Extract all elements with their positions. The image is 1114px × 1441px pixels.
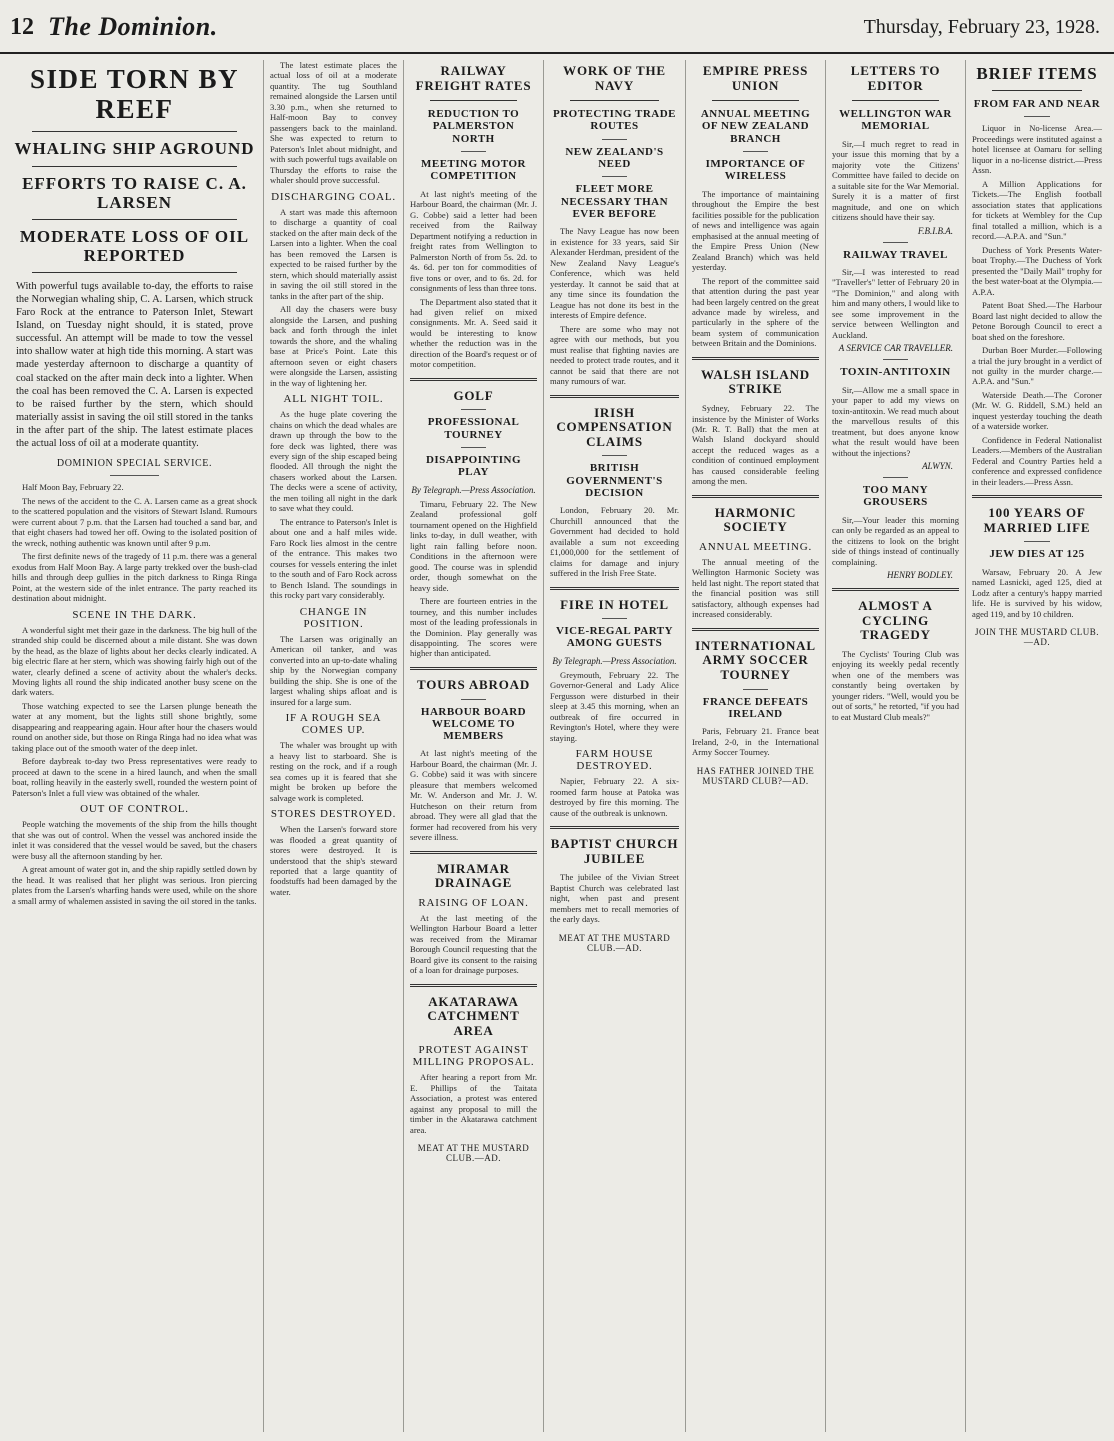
headline-tours-abroad: TOURS ABROAD xyxy=(416,676,531,692)
letter-paragraph: Sir,—Allow me a small space in your paper to add my views on toxin-antitoxin. We read much about the marvellous results of this treatment, but does anyone know what the result would have been without the injections? xyxy=(832,384,959,458)
divider xyxy=(852,100,939,101)
headline-empire-press: EMPIRE PRESS UNION xyxy=(702,63,809,93)
subheadline-harbour-welcome: HARBOUR BOARD WELCOME TO MEMBERS xyxy=(420,705,527,743)
letter-signature: F.B.I.B.A. xyxy=(917,225,953,236)
article-paragraph: The Department also stated that it had given relief on mixed consignments. Mr. A. Seed said it would be interesting to know whether the reduction was in the direction of the Board's request or of motor competition. xyxy=(410,296,537,370)
article-paragraph: The entrance to Paterson's Inlet is about one and a half miles wide. Faro Rock lies almost in the centre of the entrance. This makes two courses for vessels entering the inlet to the south and of Faro Rock across to Bench Island. The soundings in this rocky part vary considerably. xyxy=(270,516,397,601)
headline-baptist-jubilee: BAPTIST CHURCH JUBILEE xyxy=(550,836,679,866)
divider xyxy=(692,357,819,360)
article-paragraph: The annual meeting of the Wellington Harmonic Society was held last night. The report stated that the financial position was still satisfactory, although expenses had increased considerably. xyxy=(692,556,819,620)
advertisement-line: HAS FATHER JOINED THE MUSTARD CLUB?—AD. xyxy=(696,765,815,786)
article-paragraph: At last night's meeting of the Harbour Board, the chairman (Mr. J. G. Cobbe) said a letter had been received from the Railway Department notifying a reduction in freight rates from Wellington to Palmerston North of from 5s. 2d. to 4s. 6d. per ton for commodities of five tons or over, and to 6s. 2d. for consignments of less than three tons. xyxy=(410,188,537,294)
divider xyxy=(550,826,679,829)
article-paragraph: At the last meeting of the Wellington Harbour Board a letter was received from the Miramar Borough Council requesting that the Board give its consent to the raising of a loan for drainage purposes. xyxy=(410,912,537,976)
article-paragraph: Before daybreak to-day two Press representatives were ready to proceed at dawn to the scene in a hired launch, and when the small boat, rolling heavily in the easterly swell, rounded the western point of Paterson's Inlet a full view was obtained of the whaler. xyxy=(12,756,257,798)
byline: By Telegraph.—Press Association. xyxy=(552,655,677,666)
divider xyxy=(410,667,537,670)
subheadline-motor-competition: MEETING MOTOR COMPETITION xyxy=(420,158,526,183)
section-subhead: RAISING OF LOAN. xyxy=(418,896,529,909)
section-subhead: CHANGE IN POSITION. xyxy=(299,605,368,630)
newspaper-title: The Dominion. xyxy=(48,12,218,41)
article-paragraph: Greymouth, February 22. The Governor-General and Lady Alice Fergusson were disturbed in their sleep at 3.45 this morning, when an outbreak of fire occurred in Revington's Hotel, where they were staying. xyxy=(550,669,679,743)
article-paragraph: The latest estimate places the actual loss of oil at a moderate quantity. The tug Southland remained alongside the Larsen until 3.30 p.m., when she returned to Half-moon Bay to convey passengers back to the mainland. She was expected to return to Paterson's Inlet about midnight, and with such powerful tugs available on Thursday the efforts to raise the whaler should prove successful. xyxy=(270,60,397,186)
article-paragraph: The first definite news of the tragedy of 11 p.m. there was a general exodus from Half Moon Bay. A large party trekked over the bush-clad hills and through deep gullies in the pitch darkness to Ringa Ringa Point, at the western side of the inlet entrance. The party reached its destination about midnight. xyxy=(12,551,257,604)
byline: By Telegraph.—Press Association. xyxy=(411,484,536,495)
subheadline-professional-tourney: PROFESSIONAL TOURNEY xyxy=(427,416,520,441)
divider xyxy=(430,100,517,101)
brief-item: Confidence in Federal Nationalist Leaders.—Members of the Australian Federal and Country Parties held a conference and expressed confidence in their leaders.—Press Assn. xyxy=(972,434,1102,487)
column-lead-story xyxy=(6,60,264,1432)
divider xyxy=(32,219,237,220)
article-paragraph: Sydney, February 22. The insistence by the Minister of Works (Mr. R. T. Ball) that the men at Walsh Island dockyard should accept the reduced wages as a condition of continued employment has caused considerable feeling among the men. xyxy=(692,403,819,487)
subheadline-wireless: IMPORTANCE OF WIRELESS xyxy=(705,158,806,183)
divider xyxy=(972,495,1102,498)
subheadline-france-ireland: FRANCE DEFEATS IRELAND xyxy=(702,695,809,720)
article-paragraph: The Larsen was originally an American oil tanker, and was converted into an up-to-date whaling ship by the Norwegian company building the ship. She is one of the largest whaling ships afloat and is insured for a large sum. xyxy=(270,633,397,707)
subheadline-too-many-grousers: TOO MANY GROUSERS xyxy=(862,484,929,509)
service-credit: DOMINION SPECIAL SERVICE. xyxy=(56,458,213,470)
advertisement-line: MEAT AT THE MUSTARD CLUB.—AD. xyxy=(558,932,671,953)
divider xyxy=(1024,541,1050,542)
brief-item: Durban Boer Murder.—Following a trial the jury brought in a verdict of not guilty in the murder charge.—A.P.A. and "Sun." xyxy=(972,345,1102,387)
divider xyxy=(992,90,1082,91)
divider xyxy=(410,378,537,381)
article-paragraph: The Navy League has now been in existence for 33 years, said Sir Alexander Herdman, president of the New Zealand Navy League's Conference, which was held yesterday. It cannot be said that at any time since its foundation the League has not done its best in the interests of Empire defence. xyxy=(550,226,679,321)
divider xyxy=(602,618,628,619)
subheadline-disappointing-play: DISAPPOINTING PLAY xyxy=(425,454,522,479)
headline-irish-claims: IRISH COMPENSATION CLAIMS xyxy=(556,404,673,449)
article-paragraph: The Cyclists' Touring Club was enjoying its weekly pedal recently when one of the members was constantly being overtaken by younger riders. "Well, would you be out of sorts," he retorted, "if you had to eat Mustard Club meals?" xyxy=(832,648,959,722)
headline-walsh-island: WALSH ISLAND STRIKE xyxy=(701,366,810,397)
subheadline-jew-dies: JEW DIES AT 125 xyxy=(989,548,1085,561)
divider xyxy=(32,166,237,167)
subheadline-whaling-ship: WHALING SHIP AGROUND xyxy=(14,139,255,159)
article-paragraph: The news of the accident to the C. A. Larsen came as a great shock to the scattered population and the visitors of Stewart Island. Rumours were current about 7 p.m. that the Larsen had touched a sand bar, and that eight chasers had towed her off. Owing to the isolated position of the wreck, nothing authentic was known until after 9 p.m. xyxy=(12,495,257,548)
divider xyxy=(1024,116,1050,117)
brief-item: A Million Applications for Tickets.—The English football association states that applications for tickets at Wembley for the Cup final totalled a million, which is a record.—A.P.A. and "Sun." xyxy=(972,178,1102,242)
brief-item: Duchess of York Presents Water-boat Trophy.—The Duchess of York presented the "Daily Mail" trophy for the best water-boat at the Olympia.—A.P.A. xyxy=(972,244,1102,297)
section-subhead: OUT OF CONTROL. xyxy=(80,803,189,816)
divider xyxy=(743,689,768,690)
subheadline-annual-meeting: ANNUAL MEETING OF NEW ZEALAND BRANCH xyxy=(700,108,811,145)
article-paragraph: There are some who may not agree with our methods, but you must realise that fighting navies are needed to protect trade routes, and it cannot be said that there are not many rumours of war. xyxy=(550,323,679,387)
headline-cycling-tragedy: ALMOST A CYCLING TRAGEDY xyxy=(858,598,933,643)
headline-letters-to-editor: LETTERS TO EDITOR xyxy=(850,63,941,93)
publication-date: Thursday, February 23, 1928. xyxy=(863,16,1100,38)
subheadline-vice-regal: VICE-REGAL PARTY AMONG GUESTS xyxy=(555,625,674,650)
section-subhead: IF A ROUGH SEA COMES UP. xyxy=(285,712,382,737)
page-number: 12 xyxy=(10,14,34,40)
section-subhead: FARM HOUSE DESTROYED. xyxy=(575,748,654,773)
brief-item: Patent Boat Shed.—The Harbour Board last night decided to allow the Petone Borough Council to erect a boat shed on the foreshore. xyxy=(972,300,1102,342)
letter-paragraph: Sir,—I was interested to read "Traveller's" letter of February 20 in "The Dominion," and along with him and many others, I would like to see some improvement in the service between Wellington and Auckland. xyxy=(832,266,959,340)
advertisement-line: MEAT AT THE MUSTARD CLUB.—AD. xyxy=(417,1143,530,1164)
subheadline-moderate-loss: MODERATE LOSS OF OIL REPORTED xyxy=(19,226,250,265)
subheadline-nz-need: NEW ZEALAND'S NEED xyxy=(565,145,664,171)
divider xyxy=(712,100,799,101)
divider xyxy=(550,395,679,398)
subheadline-british-decision: BRITISH GOVERNMENT'S DECISION xyxy=(566,462,663,499)
divider xyxy=(461,699,486,700)
brief-item: Waterside Death.—The Coroner (Mr. W. G. Riddell, S.M.) held an inquest yesterday touching the death of a waterside worker. xyxy=(972,389,1102,432)
headline-fire-in-hotel: FIRE IN HOTEL xyxy=(560,596,669,612)
letter-signature: HENRY BODLEY. xyxy=(886,570,953,581)
column-navy xyxy=(544,60,686,1432)
article-paragraph: After hearing a report from Mr. E. Phillips of the Taitata Association, a protest was entered against any proposal to mill the timber in the Akatarawa catchment area. xyxy=(410,1072,537,1135)
headline-golf: GOLF xyxy=(453,387,494,403)
article-paragraph: Paris, February 21. France beat Ireland, 2-0, in the International Army Soccer Tourney. xyxy=(692,726,819,758)
divider xyxy=(110,475,159,476)
subheadline-toxin-antitoxin: TOXIN-ANTITOXIN xyxy=(840,366,951,379)
section-subhead: SCENE IN THE DARK. xyxy=(72,608,197,621)
divider xyxy=(602,176,628,177)
advertisement-line: JOIN THE MUSTARD CLUB.—AD. xyxy=(974,627,1100,648)
article-paragraph: London, February 20. Mr. Churchill announced that the Government had decided to hold available a sum not exceeding £1,000,000 for the settlement of claims for damage and injury suffered in the Irish Free State. xyxy=(550,505,679,579)
headline-harmonic-society: HARMONIC SOCIETY xyxy=(714,504,797,535)
divider xyxy=(570,100,659,101)
column-railway-golf xyxy=(404,60,544,1432)
column-brief-items xyxy=(966,60,1108,1432)
article-paragraph: There are fourteen entries in the tourney, and this number includes most of the leading professionals in the Dominion. Play generally was disappointing. The scores were higher than anticipated. xyxy=(410,596,537,659)
article-paragraph: When the Larsen's forward store was flooded a great quantity of stores were destroyed. It is understood that the ship's steward reported that a large quantity of foodstuffs had been damaged by the water. xyxy=(270,824,397,897)
headline-miramar-drainage: MIRAMAR DRAINAGE xyxy=(434,860,513,891)
subheadline-far-and-near: FROM FAR AND NEAR xyxy=(973,98,1101,111)
section-subhead: STORES DESTROYED. xyxy=(270,808,397,821)
divider xyxy=(461,447,486,448)
article-paragraph: People watching the movements of the ship from the hills thought that she was out of control. When the vessel was anchored inside the inlet it was considered that the vessel would be saved, but the chasers were busy all the afternoon standing by her. xyxy=(12,819,257,861)
divider xyxy=(883,477,908,478)
section-subhead: DISCHARGING COAL. xyxy=(271,190,396,203)
divider xyxy=(32,272,237,273)
divider xyxy=(602,139,628,140)
article-paragraph: The jubilee of the Vivian Street Baptist Church was celebrated last night, when past and present members met to recall memories of the early days. xyxy=(550,872,679,925)
section-subhead: PROTEST AGAINST MILLING PROPOSAL. xyxy=(412,1044,535,1069)
column-empire-press xyxy=(686,60,826,1432)
dateline: Half Moon Bay, February 22. xyxy=(22,482,124,493)
article-paragraph: The whaler was brought up with a heavy list to starboard. She is resting on the rock, and if a rough sea comes up it is feared that she might be broken up before the salvage work is completed. xyxy=(270,740,397,803)
column-letters xyxy=(826,60,966,1432)
divider xyxy=(743,151,768,152)
letter-signature: A SERVICE CAR TRAVELLER. xyxy=(838,343,953,354)
article-paragraph: A wonderful sight met their gaze in the darkness. The big hull of the stranded ship could be discerned about a mile distant. She was down by the head, as the blaze of lights about her decks clearly indicated. A big electric flare at her stern, which was showing fairly high out of the water, clearly defined a scene of activity about the whaler's decks. Moving lights all round the ship indicated another busy scene on the dark waters. xyxy=(12,624,257,698)
headline-side-torn: SIDE TORN BY REEF xyxy=(29,64,240,125)
article-paragraph: Warsaw, February 20. A Jew named Lasnicki, aged 125, died at Lodz after a century's happy married life. He is survived by his widow, aged 119, and by 10 children. xyxy=(972,566,1102,619)
masthead xyxy=(0,0,1114,54)
subheadline-railway-travel: RAILWAY TRAVEL xyxy=(843,248,948,261)
divider xyxy=(32,131,237,132)
subheadline-war-memorial: WELLINGTON WAR MEMORIAL xyxy=(839,108,952,133)
article-paragraph: A start was made this afternoon to discharge a quantity of coal stacked on the after main deck of the Larsen into a lighter. When the coal has been removed the Larsen is expected to be raised further by the stern, which should materially assist in saving the oil still stored in the tanks in the after part of the ship. xyxy=(270,206,397,301)
divider xyxy=(883,359,908,360)
divider xyxy=(550,587,679,590)
divider xyxy=(692,495,819,498)
headline-work-of-navy: WORK OF THE NAVY xyxy=(563,63,666,93)
brief-item: Liquor in No-license Area.—Proceedings were instituted against a hotel licensee at Oamaru for selling liquor in a no-license district.—Press Assn. xyxy=(972,123,1102,176)
article-paragraph: Those watching expected to see the Larsen plunge beneath the water at any moment, but the lights still shone brightly, some disappearing and reappearing again. Hour after hour the chasers would round on another side, but those on Ringa Ringa had no idea what was taking place out of the smooth water of the deep inlet. xyxy=(12,700,257,753)
article-paragraph: At last night's meeting of the Harbour Board, the chairman (Mr. J. G. Cobbe) said it was with sincere pleasure that members welcomed Mr. W. Anderson and Mr. J. W. Hutcheson on their return from abroad. They were all glad that the former had recovered from his very severe illness. xyxy=(410,748,537,843)
letter-paragraph: Sir,—I much regret to read in your issue this morning that by a majority vote the Citizens' Committee have failed to decide on a suitable site for the War Memorial. Surely it is a matter of first magnitude, and one on which citizens should have their say. xyxy=(832,138,959,223)
headline-brief-items: BRIEF ITEMS xyxy=(976,64,1098,83)
article-paragraph: Napier, February 22. A six-roomed farm house at Patoka was destroyed by fire this morning. The cause of the outbreak is unknown. xyxy=(550,776,679,818)
letter-paragraph: Sir,—Your leader this morning can only be regarded as an appeal to the citizens to look on the bright side of things instead of continually complaining. xyxy=(832,514,959,567)
divider xyxy=(832,588,959,591)
divider xyxy=(602,455,628,456)
subheadline-trade-routes: PROTECTING TRADE ROUTES xyxy=(552,108,676,133)
headline-army-soccer: INTERNATIONAL ARMY SOCCER TOURNEY xyxy=(695,637,816,682)
subheadline-fleet-necessary: FLEET MORE NECESSARY THAN EVER BEFORE xyxy=(560,183,669,220)
section-subhead: ANNUAL MEETING. xyxy=(698,540,813,553)
divider xyxy=(410,984,537,987)
article-paragraph: As the huge plate covering the chains on which the dead whales are drawn up through the bow to the fore deck was lighted, there was every sign of the ship escaped being flooded. All through the night the chasers worked about the Larsen. The decks were a scene of activity, the men toiling all night in the dark to save what they could. xyxy=(270,409,397,514)
column-story-continued xyxy=(264,60,404,1432)
lead-paragraph: With powerful tugs available to-day, the efforts to raise the Norwegian whaling ship, C. A. Larsen, which struck Faro Rock at the entrance to Paterson Inlet, Stewart Island, on Tuesday night should, it is stated, prove successful. An attempt will be made to tow the vessel into shallow water at high tide this morning. A start was made yesterday afternoon to discharge a quantity of coal stacked on the after main deck into a lighter. When the coal has been removed the C. A. Larsen is expected to be raised further by the stern, which should materially assist in saving the oil still stored in the tanks in the after part of the ship. The latest estimate places the actual loss of oil at a moderate quantity. xyxy=(16,280,253,450)
article-paragraph: The importance of maintaining throughout the Empire the best facilities possible for the publication of news and intelligence was again emphasised at the annual meeting of the Empire Press Union (New Zealand Branch) which was held yesterday. xyxy=(692,188,819,273)
article-paragraph: A great amount of water got in, and the ship rapidly settled down by the head. It was realised that her plight was serious. Iron piercing plates from the Larsen's wharfing hands were used, while on the shore a small army of whalemen assisted in saving the oil stored in the tanks. xyxy=(12,864,257,906)
headline-railway-freight: RAILWAY FREIGHT RATES xyxy=(415,63,532,93)
divider xyxy=(410,851,537,854)
divider xyxy=(461,151,486,152)
divider xyxy=(692,628,819,631)
subheadline-reduction: REDUCTION TO PALMERSTON NORTH xyxy=(427,108,520,145)
headline-married-life: 100 YEARS OF MARRIED LIFE xyxy=(983,505,1091,535)
section-subhead: ALL NIGHT TOIL. xyxy=(283,393,384,406)
article-paragraph: The report of the committee said that attention during the past year had been largely centred on the great advance made by wireless, and particularly in the sphere of the beam system of communication between Britain and the Dominions. xyxy=(692,275,819,349)
article-paragraph: All day the chasers were busy alongside the Larsen, and pushing back and forth through the inlet towards the shore, and the whaling base at Price's Point. Late this afternoon seven or eight chasers were alongside the Larsen, assisting in the way of lightening her. xyxy=(270,304,397,388)
article-paragraph: Timaru, February 22. The New Zealand professional golf tournament opened on the Highfield links to-day, in dull weather, with light rain falling before noon. Conditions in the afternoon were good. The course was in splendid order, though somewhat on the heavy side. xyxy=(410,498,537,593)
letter-signature: ALWYN. xyxy=(922,461,953,471)
headline-akatarawa: AKATARAWA CATCHMENT AREA xyxy=(427,993,520,1038)
divider xyxy=(883,242,908,243)
subheadline-efforts: EFFORTS TO RAISE C. A. LARSEN xyxy=(22,173,247,212)
divider xyxy=(461,409,486,410)
